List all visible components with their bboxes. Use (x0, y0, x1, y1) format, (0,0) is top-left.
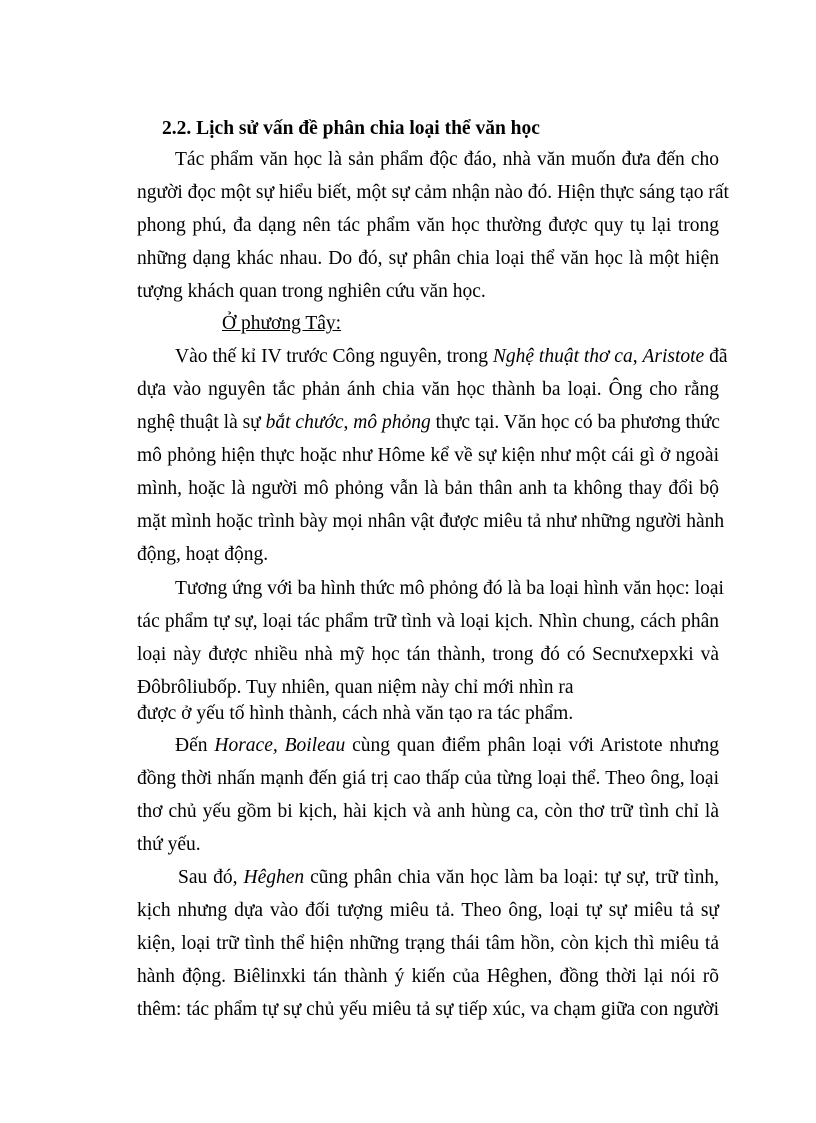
paragraph-line: dựa vào nguyên tắc phản ánh chia văn học thành ba loại. Ông cho rằng (137, 379, 719, 400)
author-name: Aristote (642, 346, 705, 367)
paragraph-line: kịch nhưng dựa vào đối tượng miêu tả. Theo ông, loại tự sự miêu tả sự (137, 900, 719, 921)
emphasis-term: bắt chước (265, 412, 344, 433)
paragraph-line: động, hoạt động. (137, 544, 269, 565)
paragraph-line: thứ yếu. (137, 834, 201, 855)
paragraph-line: Tác phẩm văn học là sản phẩm độc đáo, nhà văn muốn đưa đến cho (175, 149, 719, 170)
paragraph-line: thêm: tác phẩm tự sự chủ yếu miêu tả sự tiếp xúc, va chạm giữa con người (137, 999, 719, 1020)
emphasis-term: mô phỏng (353, 412, 431, 433)
paragraph-line: Đến Horace, Boileau cùng quan điểm phân loại với Aristote nhưng (175, 735, 719, 756)
paragraph-line: mô phỏng hiện thực hoặc như Hôme kể về sự kiện như một cái gì ở ngoài (137, 445, 719, 466)
paragraph-line: phong phú, đa dạng nên tác phẩm văn học thường được quy tụ lại trong (137, 215, 719, 236)
paragraph-line: thơ chủ yếu gồm bi kịch, hài kịch và anh hùng ca, còn thơ trữ tình chỉ là (137, 801, 719, 822)
paragraph-line: đồng thời nhấn mạnh đến giá trị cao thấp của từng loại thể. Theo ông, loại (137, 768, 719, 789)
author-names: Horace, Boileau (214, 735, 346, 756)
paragraph-line: kiện, loại trữ tình thể hiện những trạng thái tâm hồn, còn kịch thì miêu tả (137, 933, 719, 954)
paragraph-line: tượng khách quan trong nghiên cứu văn học. (137, 281, 486, 302)
work-title: Nghệ thuật thơ ca (492, 346, 633, 367)
paragraph-line: tác phẩm tự sự, loại tác phẩm trữ tình và loại kịch. Nhìn chung, cách phân (137, 611, 719, 632)
paragraph-line: loại này được nhiều nhà mỹ học tán thành, trong đó có Secnưxepxki và (137, 644, 719, 665)
subsection-heading: Ở phương Tây: (222, 313, 342, 334)
author-name: Hêghen (243, 867, 305, 888)
paragraph-line: Sau đó, Hêghen cũng phân chia văn học làm ba loại: tự sự, trữ tình, (178, 867, 719, 888)
section-heading: 2.2. Lịch sử vấn đề phân chia loại thể văn học (162, 118, 540, 139)
paragraph-line: Vào thế kỉ IV trước Công nguyên, trong Nghệ thuật thơ ca, Aristote đã (175, 346, 728, 367)
paragraph-line: nghệ thuật là sự bắt chước, mô phỏng thực tại. Văn học có ba phương thức (137, 412, 720, 433)
paragraph-line: mình, hoặc là người mô phỏng vẫn là bản thân anh ta không thay đổi bộ (137, 478, 719, 499)
paragraph-line: mặt mình hoặc trình bày mọi nhân vật được miêu tả như những người hành (137, 511, 725, 532)
paragraph-line: Đôbrôliubốp. Tuy nhiên, quan niệm này chỉ mới nhìn ra (137, 677, 574, 698)
paragraph-line: những dạng khác nhau. Do đó, sự phân chia loại thể văn học là một hiện (137, 248, 719, 269)
paragraph-line: người đọc một sự hiểu biết, một sự cảm nhận nào đó. Hiện thực sáng tạo rất (137, 182, 729, 203)
paragraph-line: hành động. Biêlinxki tán thành ý kiến của Hêghen, đồng thời lại nói rõ (137, 966, 719, 987)
paragraph-line: Tương ứng với ba hình thức mô phỏng đó là ba loại hình văn học: loại (175, 578, 724, 599)
paragraph-line: được ở yếu tố hình thành, cách nhà văn tạo ra tác phẩm. (137, 703, 574, 724)
